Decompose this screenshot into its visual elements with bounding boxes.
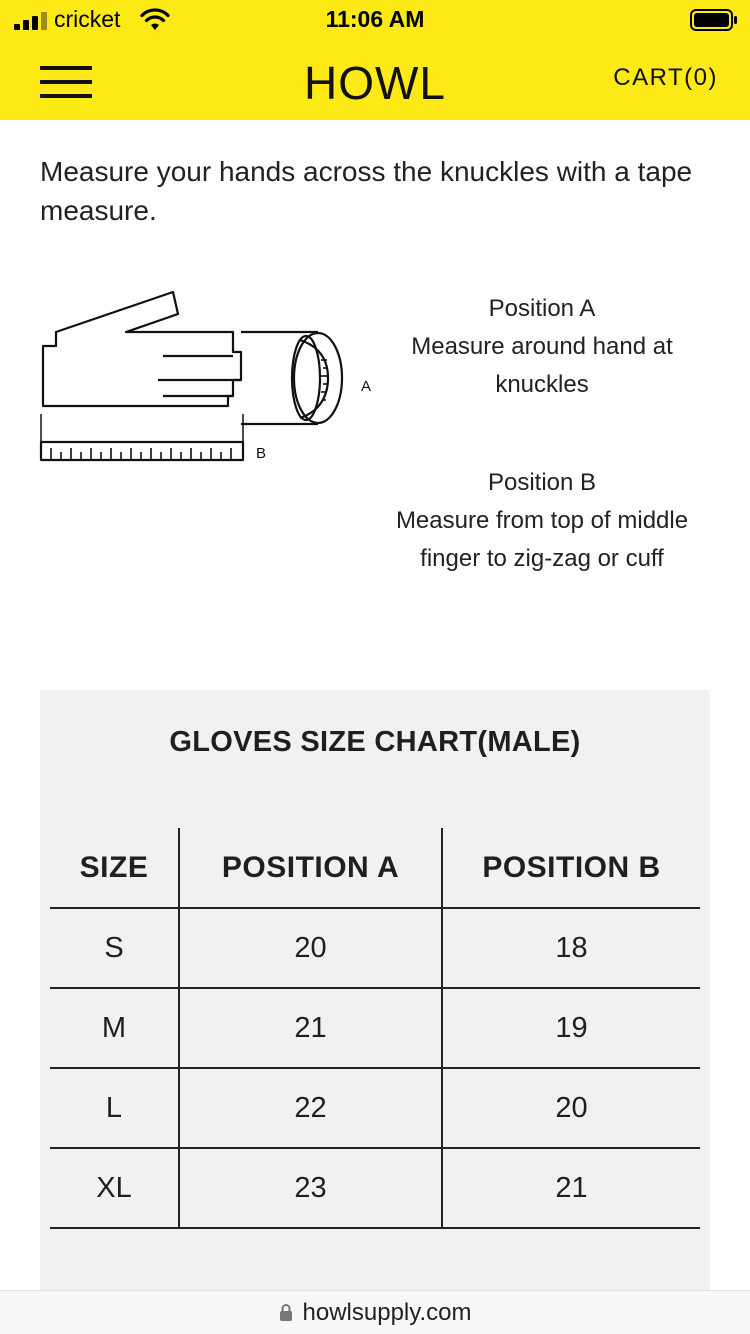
size-chart (40, 690, 710, 1300)
position-a-title: Position A (488, 295, 596, 322)
size-chart-title: GLOVES SIZE CHART(MALE) (169, 726, 581, 758)
browser-url-bar[interactable] (0, 1290, 750, 1334)
lock-icon (279, 1303, 293, 1321)
url-text: howlsupply.com (302, 1299, 472, 1326)
position-a-cell: 21 (179, 988, 442, 1068)
column-header-position-a: POSITION A (179, 828, 442, 908)
size-cell: L (50, 1068, 179, 1148)
position-b-line1: Measure from top of middle (395, 507, 689, 534)
position-b-cell: 19 (442, 988, 700, 1068)
diagram-label-a: A (361, 378, 372, 395)
diagram-label-b: B (256, 445, 267, 462)
table-header-row (50, 828, 700, 908)
hand-measure-diagram (38, 288, 383, 468)
position-b-cell: 21 (442, 1148, 700, 1228)
measure-instructions: Measure your hands across the knuckles with a tape measure. (40, 156, 693, 226)
table-row (50, 1068, 700, 1148)
size-cell: S (50, 908, 179, 988)
size-cell: XL (50, 1148, 179, 1228)
position-a-description (372, 290, 712, 404)
position-a-line1: Measure around hand at (411, 333, 673, 360)
position-b-cell: 20 (442, 1068, 700, 1148)
position-a-line2: knuckles (495, 371, 589, 398)
table-row (50, 1148, 700, 1228)
url-display[interactable] (0, 1299, 750, 1327)
table-row (50, 908, 700, 988)
column-header-size: SIZE (50, 828, 179, 908)
carrier-name: cricket (54, 6, 121, 32)
size-table (50, 828, 700, 1229)
top-bar (0, 0, 750, 120)
position-b-line2: finger to zig-zag or cuff (420, 545, 664, 572)
battery-icon (690, 8, 738, 32)
status-time: 11:06 AM (325, 6, 425, 32)
position-a-cell: 20 (179, 908, 442, 988)
status-bar (0, 0, 750, 40)
position-b-cell: 18 (442, 908, 700, 988)
position-b-title: Position B (487, 469, 597, 496)
column-header-position-b: POSITION B (442, 828, 700, 908)
position-a-cell: 23 (179, 1148, 442, 1228)
cart-link[interactable]: CART(0) (613, 64, 718, 91)
position-a-cell: 22 (179, 1068, 442, 1148)
position-b-description (372, 464, 712, 578)
brand-logo[interactable]: HOWL (304, 57, 446, 109)
table-row (50, 988, 700, 1068)
site-header (0, 40, 750, 120)
size-cell: M (50, 988, 179, 1068)
